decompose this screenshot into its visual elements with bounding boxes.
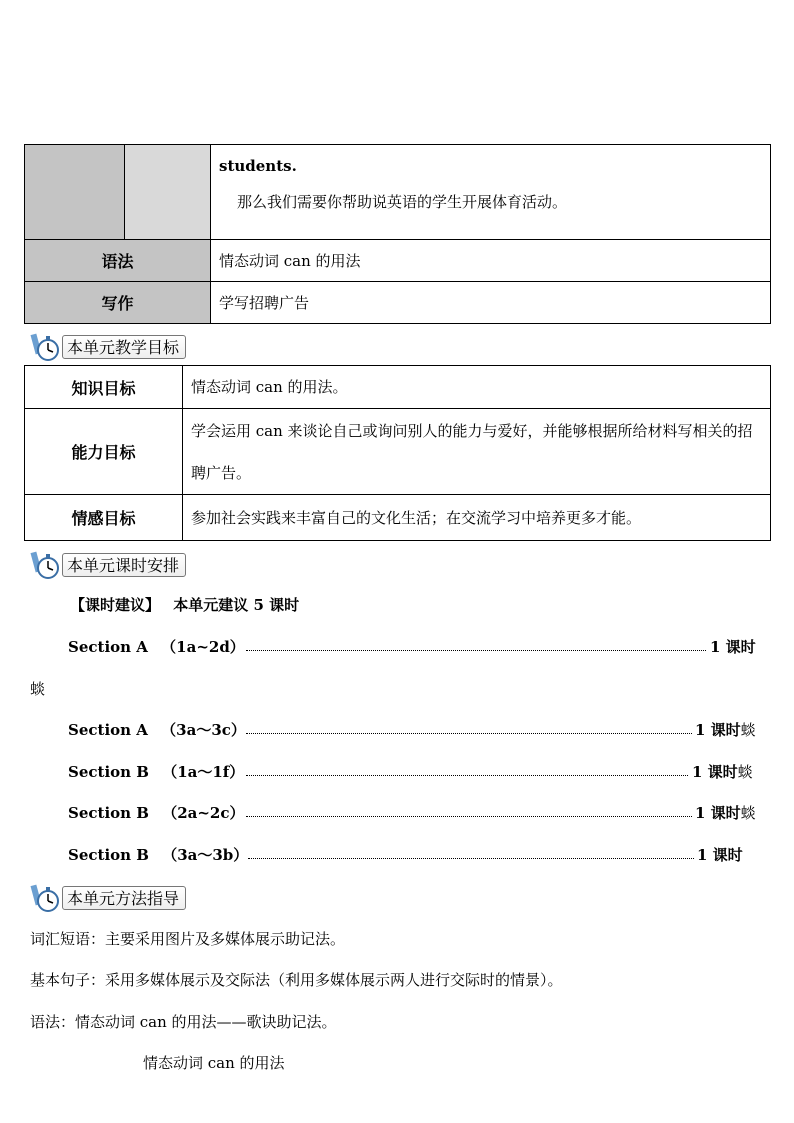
hours-text: 1 课时 (692, 763, 738, 781)
hours-suffix: 䗊 (740, 804, 756, 822)
schedule-item (68, 636, 245, 657)
method-line: 词汇短语：主要采用图片及多媒体展示助记法。 (30, 930, 346, 948)
schedule-section: Section A (68, 721, 148, 739)
method-line: 基本句子：采用多媒体展示及交际法（利用多媒体展示两人进行交际时的情景）。 (30, 971, 563, 989)
table-row (25, 409, 771, 495)
schedule-hours: 1 课时 (697, 846, 743, 864)
schedule-section: Section B (68, 846, 149, 864)
schedule-suggestion (70, 594, 299, 615)
goal-label: 知识目标 (25, 366, 183, 409)
section-title: 本单元教学目标 (62, 335, 186, 359)
schedule-item (68, 761, 244, 782)
table-label: 语法 (25, 240, 211, 282)
table-row (25, 366, 771, 409)
schedule-range: （3a～3c） (161, 721, 246, 739)
hours-suffix: 䗊 (737, 763, 753, 781)
table-cell-content: 学写招聘广告 (211, 282, 771, 324)
suggestion-text: 本单元建议 5 课时 (173, 596, 300, 614)
stopwatch-icon (30, 332, 64, 362)
schedule-hours (695, 719, 756, 740)
schedule-range: （3a～3b） (162, 846, 249, 864)
top-table (24, 144, 771, 324)
table-row (25, 495, 771, 541)
hours-text: 1 课时 (695, 804, 741, 822)
goal-label: 能力目标 (25, 409, 183, 495)
schedule-section: Section B (68, 763, 149, 781)
schedule-section: Section B (68, 804, 149, 822)
schedule-section: Section A (68, 638, 148, 656)
schedule-hours (692, 761, 753, 782)
hours-suffix: 䗊 (740, 721, 756, 739)
leader-dots (246, 733, 692, 734)
hours-text: 1 课时 (695, 721, 741, 739)
goals-table (24, 365, 771, 541)
schedule-hours: 1 课时 (710, 638, 756, 656)
schedule-item (68, 802, 244, 823)
table-cell-content (211, 145, 771, 240)
table-cell-blank (25, 145, 125, 240)
schedule-range: （2a~2c） (162, 804, 245, 822)
method-subtitle: 情态动词 can 的用法 (143, 1054, 285, 1072)
table-label: 写作 (25, 282, 211, 324)
stopwatch-icon (30, 883, 64, 913)
leader-dots (248, 858, 694, 859)
content-line: students. (219, 157, 297, 175)
table-cell-content: 情态动词 can 的用法 (211, 240, 771, 282)
goal-label: 情感目标 (25, 495, 183, 541)
schedule-range: （1a~2d） (161, 638, 245, 656)
section-title: 本单元课时安排 (62, 553, 186, 577)
section-title: 本单元方法指导 (62, 886, 186, 910)
section-header-methods (30, 883, 186, 913)
method-line: 语法：情态动词 can 的用法——歌诀助记法。 (30, 1013, 337, 1031)
stopwatch-icon (30, 550, 64, 580)
leader-dots (246, 775, 688, 776)
schedule-suffix: 䗊 (30, 680, 46, 698)
section-header-schedule (30, 550, 186, 580)
schedule-range: （1a～1f） (162, 763, 245, 781)
leader-dots (246, 650, 706, 651)
schedule-hours (695, 802, 756, 823)
suggestion-tag: 【课时建议】 (70, 596, 161, 614)
goal-content: 参加社会实践来丰富自己的文化生活；在交流学习中培养更多才能。 (183, 495, 771, 541)
table-cell-blank (125, 145, 211, 240)
goal-content: 情态动词 can 的用法。 (183, 366, 771, 409)
content-line: 那么我们需要你帮助说英语的学生开展体育活动。 (237, 193, 568, 211)
goal-content: 学会运用 can 来谈论自己或询问别人的能力与爱好，并能够根据所给材料写相关的招聘广告。 (183, 409, 771, 495)
section-header-goals (30, 332, 186, 362)
schedule-item (68, 844, 248, 865)
leader-dots (246, 816, 692, 817)
schedule-item (68, 719, 246, 740)
